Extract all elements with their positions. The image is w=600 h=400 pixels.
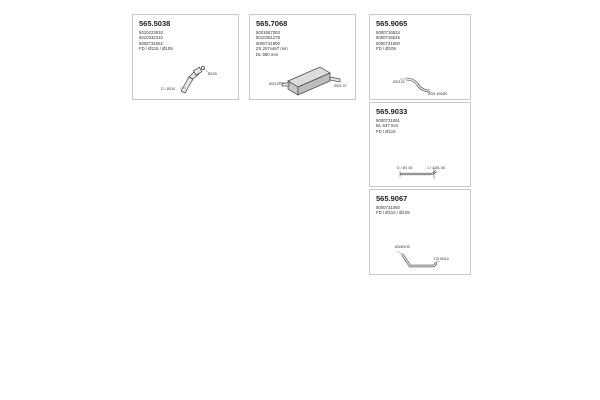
spec-line: 5010332410 [139,35,163,41]
spec-line: 5000731600 [376,40,400,46]
part-card-565-7068[interactable] [249,14,356,100]
diagram-label: Ø109 [208,72,217,76]
spec-line: 5000716525 [376,35,400,41]
part-number: 565.5038 [139,19,171,28]
diagram-label: Ø3/1 07 [334,84,347,88]
spec-line: 5001867303 [256,30,280,35]
silencer-drawing [250,15,357,101]
spec-line: 5000731900 [256,40,280,46]
spec-line: FD / Ø115 / Ø109 [139,46,173,52]
spec-line: 5002731652 [139,40,163,46]
diagram-label: D / Ø1 08 [397,166,413,170]
bent-pipe-drawing [370,15,472,101]
part-card-565-9033[interactable] [369,102,471,187]
tail-pipe-drawing [370,190,472,276]
straight-pipe-drawing [370,103,472,188]
diagram-label: Ø3/Ø105 [395,245,410,249]
diagram-label: 1 / 1 Ø1 08 [427,166,445,170]
diagram-label: Ø3/1 Ø3/Ø2 [428,92,448,96]
spec-line: ZS 257x467 mm [256,46,288,52]
part-number: 565.7068 [256,19,288,28]
diagram-label: CD Ø110 [434,257,449,261]
part-card-565-9065[interactable] [369,14,471,100]
part-number: 565.9033 [376,107,408,116]
part-card-565-5038[interactable] [132,14,239,100]
diagram-label: Ø3/100 [269,82,281,86]
spec-line: FD / Ø110 / Ø109 [376,210,410,216]
spec-line: 5010351278 [256,35,280,41]
spec-line: 5010223910 [139,30,163,35]
part-number: 565.9065 [376,19,408,28]
spec-line: 5000731061 [376,118,400,123]
part-card-565-9067[interactable] [369,189,471,275]
diagram-label: D / Ø110 [161,87,176,91]
spec-line: 5000731060 [376,205,400,210]
spec-line: FD / Ø110 [376,128,396,134]
part-number: 565.9067 [376,194,408,203]
spec-line: DL 980 mm [256,51,279,57]
diagram-label: Ø3/120 [393,80,405,84]
spec-line: DL 637 mm [376,123,399,129]
spec-line: 5000716524 [376,30,400,35]
spec-line: FD / Ø109 [376,46,396,52]
exhaust-pipe-drawing [133,15,240,101]
